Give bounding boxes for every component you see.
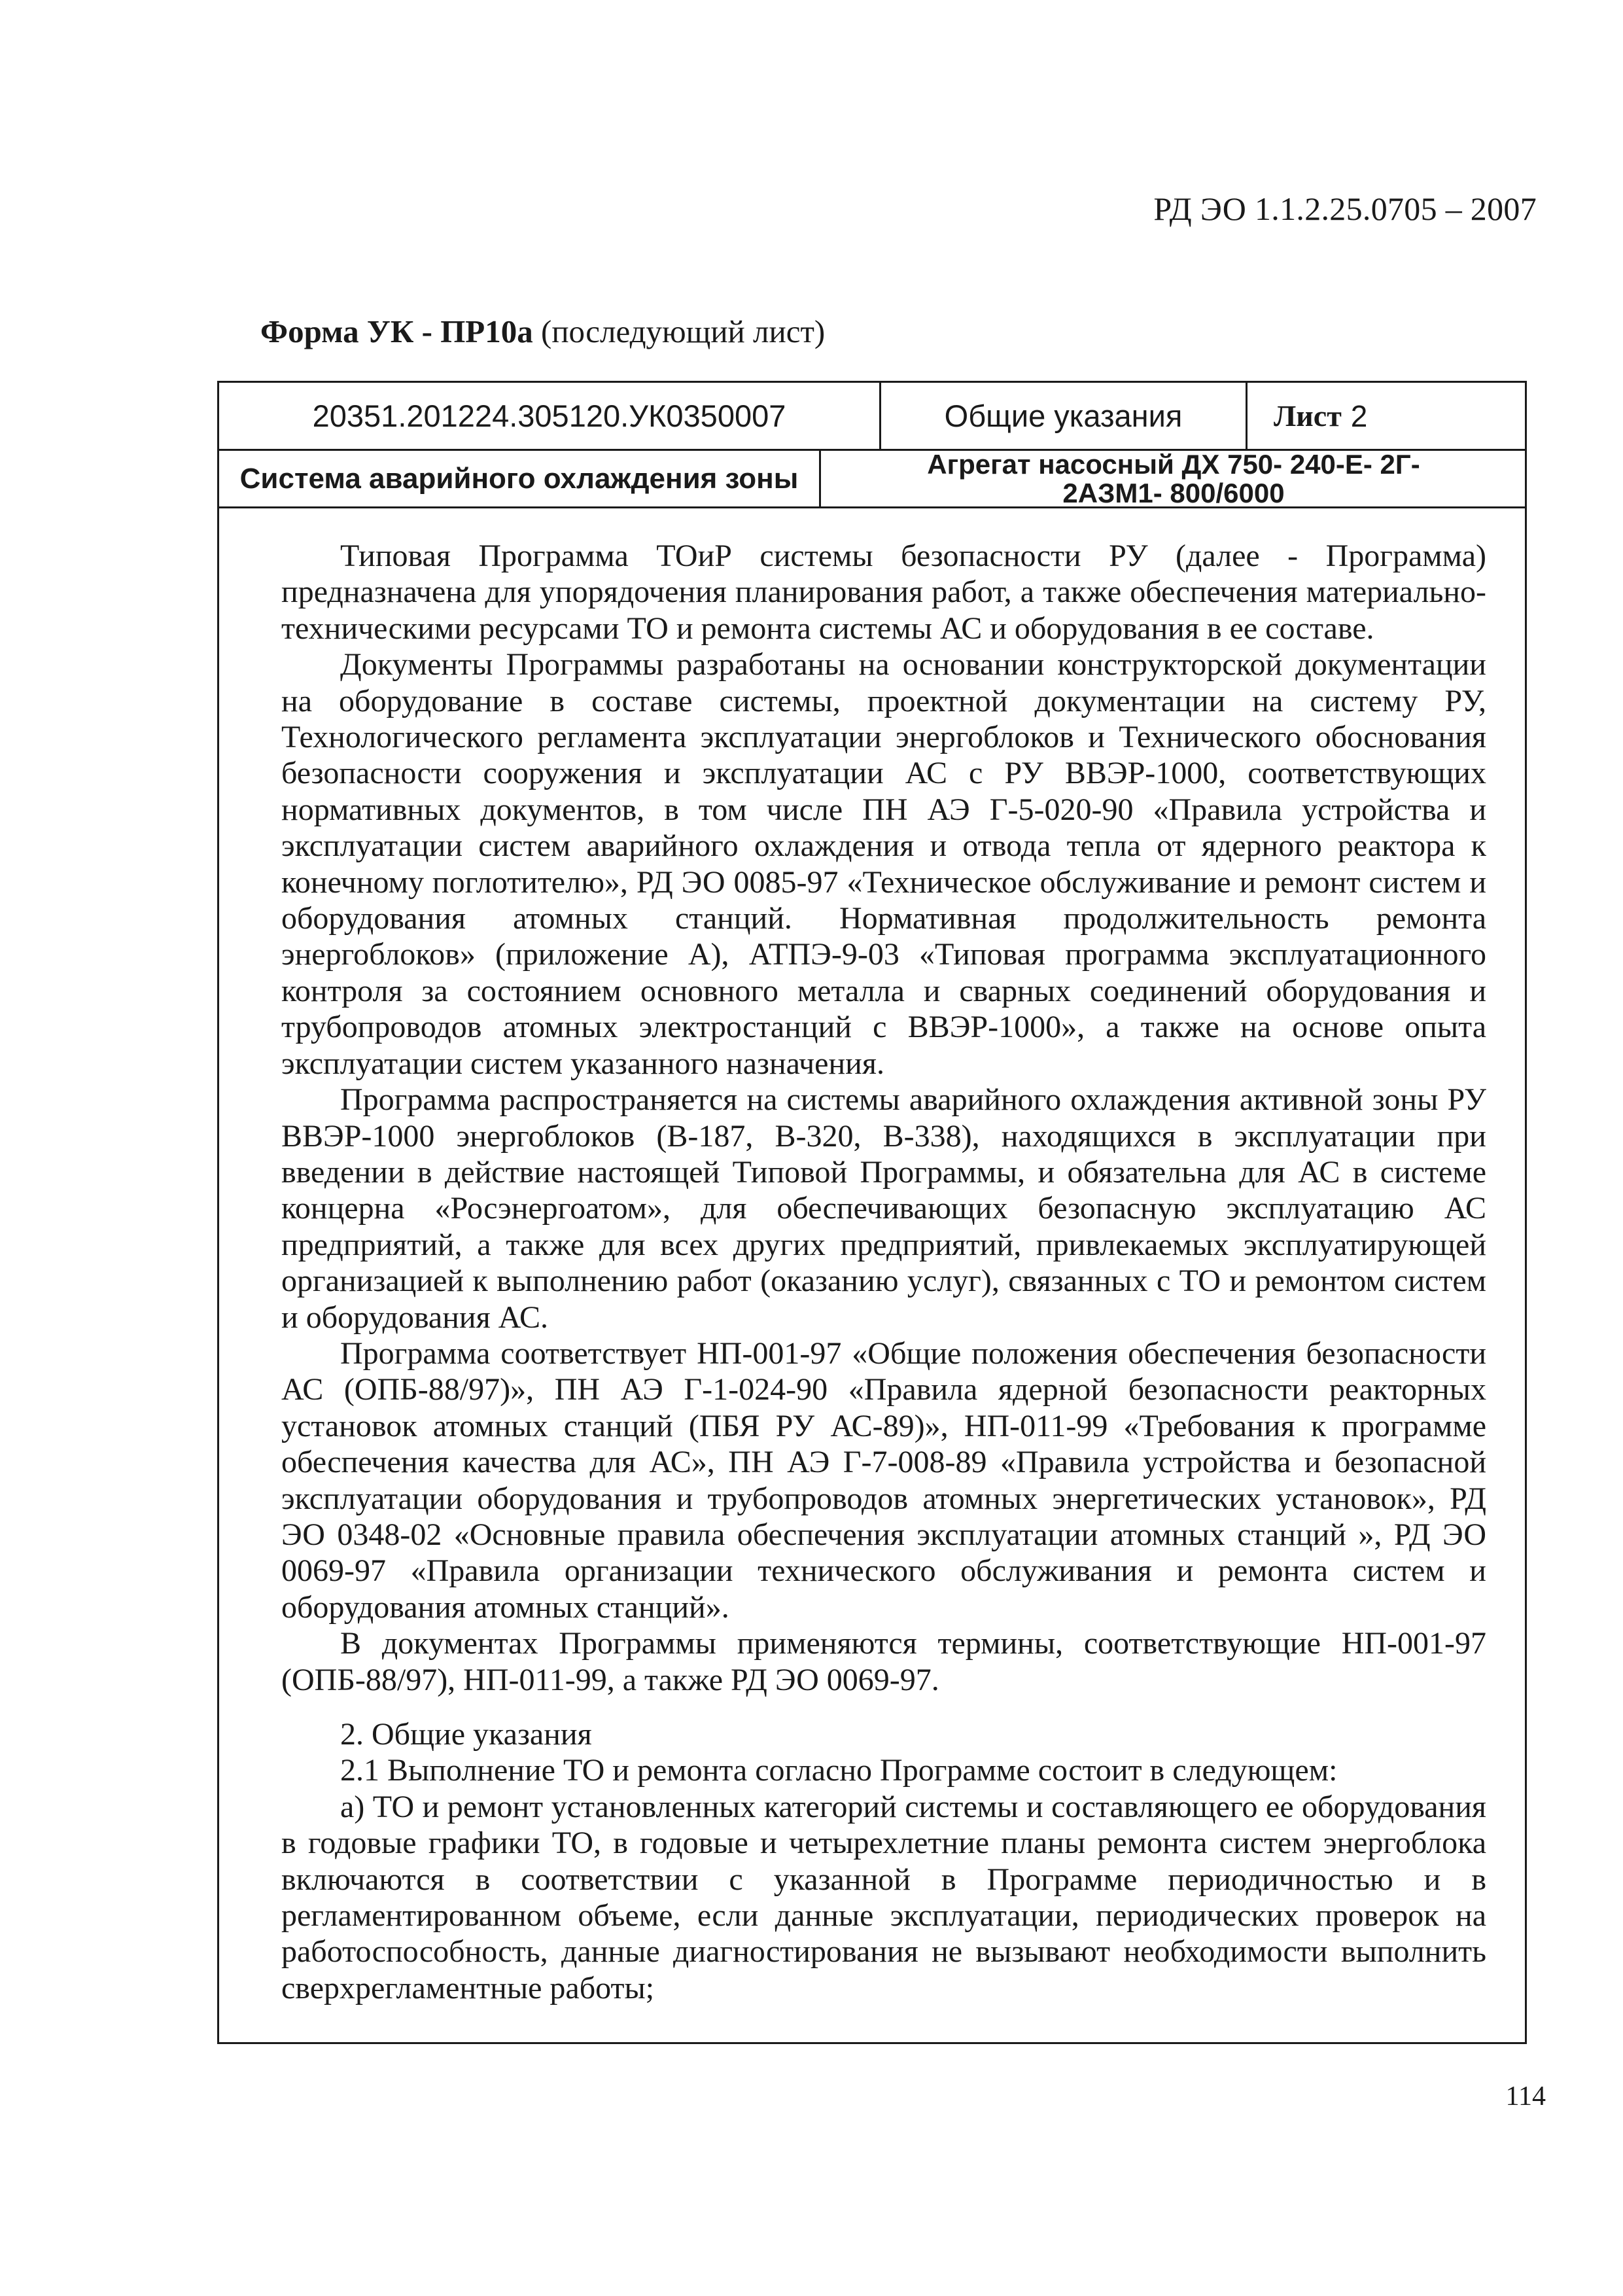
sheet-label: Лист bbox=[1274, 399, 1342, 433]
document-code: РД ЭО 1.1.2.25.0705 – 2007 bbox=[1153, 190, 1537, 227]
form-title bbox=[260, 313, 825, 350]
page-number: 114 bbox=[1505, 2081, 1546, 2111]
paragraph-2-1-a: а) ТО и ремонт установленных категорий системы и составляющего ее оборудования в годовые графики ТО, в годовые и четырехлетние планы ремонта систем энергоблока включаются в соответствии с указанной в Программе периодичностью и в регламентированном объеме, если данные эксплуатации, периодических проверок на работоспособность, данные диагностирования не вызывают необходимости выполнить сверхрегламентные работы; bbox=[281, 1789, 1486, 2005]
paragraph-terms: В документах Программы применяются термины, соответствующие НП-001-97 (ОПБ-88/97), НП-011-99, а также РД ЭО 0069-97. bbox=[281, 1626, 1486, 1697]
title-block bbox=[219, 383, 1525, 508]
paragraph-2-1: 2.1 Выполнение ТО и ремонта согласно Программе состоит в следующем: bbox=[340, 1753, 1338, 1788]
paragraph-documents: Документы Программы разработаны на основании конструкторской документации на оборудование в составе системы, проектной документации на систему РУ, Технологического регламента эксплуатации энергоблоков и Технического обоснования безопасности сооружения и эксплуатации АС с РУ ВВЭР-1000, соответствующих нормативных документов, в том числе ПН АЭ Г-5-020-90 «Правила устройства и эксплуатации систем аварийного охлаждения и отвода тепла от ядерного реактора к конечному поглотителю», РД ЭО 0085-97 «Техническое обслуживание и ремонт систем и оборудования атомных станций. Нормативная продолжительность ремонта энергоблоков» (приложение А), АТПЭ-9-03 «Типовая программа эксплуатационного контроля за состоянием основного металла и сварных соединений оборудования и трубопроводов атомных электростанций с ВВЭР-1000», а также на основе опыта эксплуатации систем указанного назначения. bbox=[281, 647, 1486, 1081]
body-text bbox=[281, 538, 1486, 2006]
paragraph-scope: Программа распространяется на системы аварийного охлаждения активной зоны РУ ВВЭР-1000 энергоблоков (В-187, В-320, В-338), находящихся в эксплуатации при введении в действие настоящей Типовой Программы, и обязательна для АС в системе концерна «Росэнергоатом», для обеспечивающих безопасную эксплуатацию АС предприятий, а также для всех других предприятий, привлекаемых эксплуатирующей организацией к выполнению работ (оказанию услуг), связанных с ТО и ремонтом систем и оборудования АС. bbox=[281, 1082, 1486, 1335]
unit-line-1: Агрегат насосный ДХ 750- 240-Е- 2Г- bbox=[927, 448, 1420, 480]
form-title-bold: Форма УК - ПР10а bbox=[260, 313, 533, 349]
paragraph-compliance: Программа соответствует НП-001-97 «Общие положения обеспечения безопасности АС (ОПБ-88/97)», ПН АЭ Г-1-024-90 «Правила ядерной безопасности реакторных установок атомных станций (ПБЯ РУ АС-89)», НП-011-99 «Требования к программе обеспечения качества для АС», ПН АЭ Г-7-008-89 «Правила устройства и безопасной эксплуатации оборудования и трубопроводов атомных энергетических установок», РД ЭО 0348-02 «Основные правила обеспечения эксплуатации атомных станций », РД ЭО 0069-97 «Правила организации технического обслуживания и ремонта систем и оборудования атомных станций». bbox=[281, 1335, 1486, 1625]
title-block-unit bbox=[821, 448, 1526, 508]
section-heading: 2. Общие указания bbox=[340, 1717, 592, 1752]
title-block-sheet bbox=[1248, 383, 1525, 451]
title-block-code: 20351.201224.305120.УК0350007 bbox=[219, 383, 881, 451]
title-block-system: Система аварийного охлаждения зоны bbox=[219, 451, 821, 506]
form-title-rest: (последующий лист) bbox=[532, 313, 826, 349]
sheet-number: 2 bbox=[1350, 398, 1368, 433]
unit-line-2: 2АЗМ1- 800/6000 bbox=[1062, 477, 1285, 508]
paragraph-intro: Типовая Программа ТОиР системы безопасности РУ (далее - Программа) предназначена для упорядочения планирования работ, а также обеспечения материально-техническими ресурсами ТО и ремонта системы АС и оборудования в ее составе. bbox=[281, 539, 1486, 646]
title-block-section: Общие указания bbox=[881, 383, 1248, 451]
